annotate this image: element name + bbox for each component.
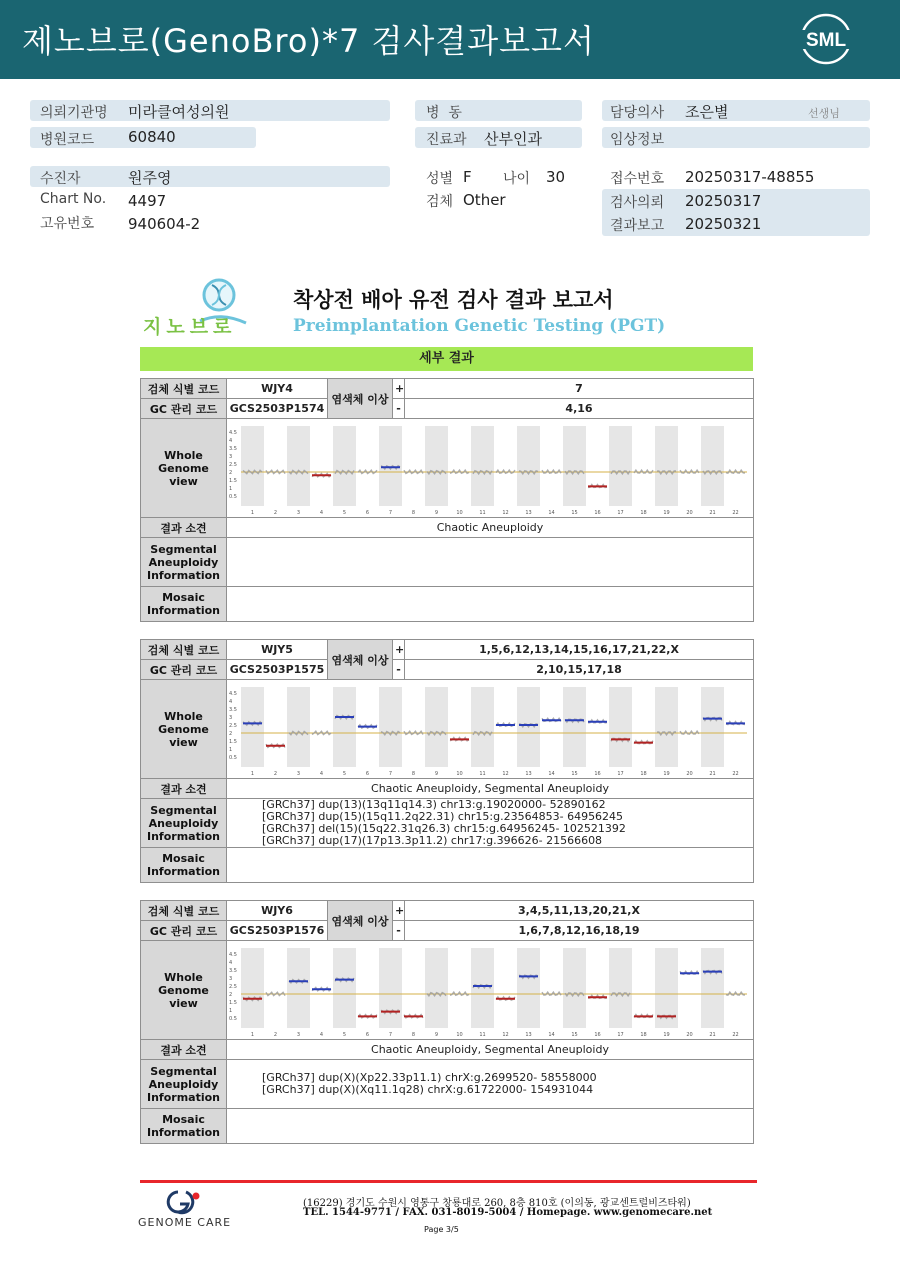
x-tick-label: 1 bbox=[250, 1031, 255, 1038]
whole-genome-view bbox=[227, 680, 754, 779]
segmental-entry: [GRCh37] dup(13)(13q11q14.3) chr13:g.19020000- 52890162 bbox=[262, 798, 606, 811]
gain-chromosomes: 1,5,6,12,13,14,15,16,17,21,22,X bbox=[405, 640, 754, 660]
report-date-label: 결과보고 bbox=[610, 218, 665, 234]
result-table bbox=[140, 639, 754, 883]
x-tick-label: 7 bbox=[388, 770, 393, 777]
mosaic-label: Mosaic Information bbox=[141, 1109, 227, 1144]
mosaic-info bbox=[227, 1109, 754, 1144]
loss-sign: - bbox=[393, 399, 405, 419]
x-tick-label: 11 bbox=[479, 1031, 486, 1038]
x-tick-label: 7 bbox=[388, 1031, 393, 1038]
result-finding-value: Chaotic Aneuploidy, Segmental Aneuploidy bbox=[227, 779, 754, 799]
gain-chromosomes: 7 bbox=[405, 379, 754, 399]
sex-value: F bbox=[463, 168, 472, 186]
x-tick-label: 5 bbox=[342, 509, 347, 516]
whole-genome-view bbox=[227, 419, 754, 518]
x-tick-label: 9 bbox=[434, 770, 439, 777]
segmental-info bbox=[227, 538, 754, 587]
segmental-label: Segmental Aneuploidy Information bbox=[141, 799, 227, 848]
y-tick-label: 1 bbox=[229, 746, 233, 753]
department-value: 산부인과 bbox=[484, 130, 542, 148]
x-tick-label: 16 bbox=[594, 1031, 601, 1038]
x-tick-label: 8 bbox=[411, 1031, 416, 1038]
doctor-value: 조은별 bbox=[685, 103, 729, 121]
sml-logo bbox=[794, 10, 858, 68]
chromosome-abnormality-label: 염색체 이상 bbox=[328, 901, 393, 941]
x-tick-label: 17 bbox=[617, 770, 624, 777]
y-tick-label: 3 bbox=[229, 453, 233, 460]
segmental-entry: [GRCh37] dup(15)(15q11.2q22.31) chr15:g.23564853- 64956245 bbox=[262, 810, 624, 823]
x-tick-label: 5 bbox=[342, 1031, 347, 1038]
segmental-entry: [GRCh37] dup(X)(Xp22.33p11.1) chrX:g.2699520- 58558000 bbox=[262, 1071, 597, 1084]
chromosome-band bbox=[425, 687, 448, 767]
x-tick-label: 1 bbox=[250, 509, 255, 516]
y-tick-label: 1 bbox=[229, 485, 233, 492]
x-tick-label: 12 bbox=[502, 770, 509, 777]
chromosome-abnormality-label: 염색체 이상 bbox=[328, 379, 393, 419]
y-tick-label: 4.5 bbox=[229, 951, 237, 958]
specimen-code-value: WJY4 bbox=[227, 379, 328, 399]
chromosome-band bbox=[379, 687, 402, 767]
y-tick-label: 2.5 bbox=[229, 722, 237, 729]
genome-plot bbox=[227, 420, 751, 517]
sml-logo-text: SML bbox=[805, 30, 847, 51]
chromosome-band bbox=[701, 687, 724, 767]
gain-sign: + bbox=[393, 379, 405, 399]
mosaic-info bbox=[227, 848, 754, 883]
chromosome-band bbox=[425, 426, 448, 506]
x-tick-label: 15 bbox=[571, 1031, 578, 1038]
gc-code-value: GCS2503P1575 bbox=[227, 660, 328, 680]
chromosome-band bbox=[701, 426, 724, 506]
chromosome-band bbox=[287, 948, 310, 1028]
x-tick-label: 21 bbox=[709, 1031, 716, 1038]
chromosome-band bbox=[333, 426, 356, 506]
x-tick-label: 17 bbox=[617, 1031, 624, 1038]
gc-code-value: GCS2503P1574 bbox=[227, 399, 328, 419]
x-tick-label: 2 bbox=[273, 770, 278, 777]
x-tick-label: 11 bbox=[479, 509, 486, 516]
genome-plot bbox=[227, 942, 751, 1039]
segmental-entry: [GRCh37] dup(X)(Xq11.1q28) chrX:g.61722000- 154931044 bbox=[262, 1083, 594, 1096]
x-tick-label: 7 bbox=[388, 509, 393, 516]
segmental-label: Segmental Aneuploidy Information bbox=[141, 1060, 227, 1109]
loss-sign: - bbox=[393, 921, 405, 941]
gain-sign: + bbox=[393, 640, 405, 660]
y-tick-label: 3.5 bbox=[229, 706, 237, 713]
x-tick-label: 13 bbox=[525, 770, 532, 777]
gain-sign: + bbox=[393, 901, 405, 921]
x-tick-label: 10 bbox=[456, 770, 463, 777]
x-tick-label: 12 bbox=[502, 1031, 509, 1038]
chromosome-band bbox=[563, 426, 586, 506]
chromosome-band bbox=[471, 687, 494, 767]
mosaic-label: Mosaic Information bbox=[141, 848, 227, 883]
report-title-korean: 착상전 배아 유전 검사 결과 보고서 bbox=[293, 288, 614, 312]
y-tick-label: 4 bbox=[229, 698, 233, 705]
report-date-value: 20250321 bbox=[685, 215, 762, 233]
y-tick-label: 4 bbox=[229, 959, 233, 966]
x-tick-label: 15 bbox=[571, 509, 578, 516]
ward-label: 병 동 bbox=[426, 105, 462, 121]
unique-no-label: 고유번호 bbox=[40, 216, 95, 232]
y-tick-label: 4.5 bbox=[229, 429, 237, 436]
x-tick-label: 4 bbox=[319, 509, 324, 516]
y-tick-label: 4.5 bbox=[229, 690, 237, 697]
x-tick-label: 6 bbox=[365, 509, 370, 516]
y-tick-label: 2 bbox=[229, 991, 233, 998]
institution-value: 미라클여성의원 bbox=[128, 103, 230, 121]
page-number: Page 3/5 bbox=[424, 1225, 459, 1234]
x-tick-label: 2 bbox=[273, 509, 278, 516]
loss-chromosomes: 4,16 bbox=[405, 399, 754, 419]
specimen-label: 검체 bbox=[426, 194, 454, 210]
chromosome-abnormality-label: 염색체 이상 bbox=[328, 640, 393, 680]
chromosome-band bbox=[609, 948, 632, 1028]
chromosome-band bbox=[241, 948, 264, 1028]
chromosome-band bbox=[471, 426, 494, 506]
genome-care-logo-icon bbox=[164, 1188, 202, 1216]
x-tick-label: 17 bbox=[617, 509, 624, 516]
segmental-entry: [GRCh37] dup(17)(17p13.3p11.2) chr17:g.396626- 21566608 bbox=[262, 834, 603, 847]
chromosome-band bbox=[241, 426, 264, 506]
hospital-code-label: 병원코드 bbox=[40, 132, 95, 148]
chromosome-band bbox=[655, 426, 678, 506]
x-tick-label: 20 bbox=[686, 770, 693, 777]
specimen-code-value: WJY6 bbox=[227, 901, 328, 921]
y-tick-label: 1.5 bbox=[229, 477, 237, 484]
segmental-info bbox=[227, 1060, 754, 1109]
x-tick-label: 19 bbox=[663, 509, 670, 516]
x-tick-label: 3 bbox=[296, 509, 301, 516]
x-tick-label: 4 bbox=[319, 770, 324, 777]
x-tick-label: 19 bbox=[663, 1031, 670, 1038]
request-date-value: 20250317 bbox=[685, 192, 762, 210]
loss-sign: - bbox=[393, 660, 405, 680]
specimen-code-label: 검체 식별 코드 bbox=[141, 640, 227, 660]
x-tick-label: 16 bbox=[594, 770, 601, 777]
chromosome-band bbox=[563, 948, 586, 1028]
detail-results-bar: 세부 결과 bbox=[140, 347, 753, 371]
x-tick-label: 6 bbox=[365, 1031, 370, 1038]
chromosome-band bbox=[517, 948, 540, 1028]
x-tick-label: 14 bbox=[548, 1031, 555, 1038]
result-finding-label: 결과 소견 bbox=[141, 779, 227, 799]
y-tick-label: 2 bbox=[229, 469, 233, 476]
x-tick-label: 2 bbox=[273, 1031, 278, 1038]
chromosome-band bbox=[655, 687, 678, 767]
report-title-english: Preimplantation Genetic Testing (PGT) bbox=[293, 316, 666, 336]
chromosome-trace bbox=[266, 470, 285, 473]
x-tick-label: 6 bbox=[365, 770, 370, 777]
chromosome-band bbox=[333, 687, 356, 767]
gc-code-label: GC 관리 코드 bbox=[141, 399, 227, 419]
loss-chromosomes: 1,6,7,8,12,16,18,19 bbox=[405, 921, 754, 941]
x-tick-label: 14 bbox=[548, 509, 555, 516]
y-tick-label: 2.5 bbox=[229, 983, 237, 990]
age-value: 30 bbox=[546, 168, 566, 186]
y-tick-label: 3.5 bbox=[229, 967, 237, 974]
footer-contact: TEL. 1544-9771 / FAX. 031-8019-5004 / Homepage. www.genomecare.net bbox=[303, 1207, 713, 1218]
x-tick-label: 1 bbox=[250, 770, 255, 777]
x-tick-label: 15 bbox=[571, 770, 578, 777]
y-tick-label: 3 bbox=[229, 714, 233, 721]
chromosome-band bbox=[609, 687, 632, 767]
x-tick-label: 18 bbox=[640, 770, 647, 777]
x-tick-label: 18 bbox=[640, 509, 647, 516]
segmental-label: Segmental Aneuploidy Information bbox=[141, 538, 227, 587]
chart-no-value: 4497 bbox=[128, 192, 167, 210]
request-date-label: 검사의뢰 bbox=[610, 195, 665, 211]
gc-code-label: GC 관리 코드 bbox=[141, 921, 227, 941]
whole-genome-label: Whole Genome view bbox=[141, 419, 227, 518]
genobro-logo-text: 지노브로 bbox=[143, 316, 237, 338]
x-tick-label: 5 bbox=[342, 770, 347, 777]
x-tick-label: 14 bbox=[548, 770, 555, 777]
sex-label: 성별 bbox=[426, 171, 454, 187]
x-tick-label: 8 bbox=[411, 509, 416, 516]
x-tick-label: 21 bbox=[709, 509, 716, 516]
whole-genome-label: Whole Genome view bbox=[141, 941, 227, 1040]
chromosome-band bbox=[379, 948, 402, 1028]
segmental-info bbox=[227, 799, 754, 848]
x-tick-label: 10 bbox=[456, 509, 463, 516]
patient-name-label: 수진자 bbox=[40, 171, 81, 187]
chromosome-band bbox=[517, 426, 540, 506]
loss-chromosomes: 2,10,15,17,18 bbox=[405, 660, 754, 680]
x-tick-label: 4 bbox=[319, 1031, 324, 1038]
y-tick-label: 1.5 bbox=[229, 999, 237, 1006]
chromosome-band bbox=[287, 687, 310, 767]
department-label: 진료과 bbox=[426, 132, 467, 148]
chromosome-band bbox=[425, 948, 448, 1028]
receipt-no-label: 접수번호 bbox=[610, 171, 665, 187]
y-tick-label: 3.5 bbox=[229, 445, 237, 452]
whole-genome-view bbox=[227, 941, 754, 1040]
chart-no-label: Chart No. bbox=[40, 191, 107, 207]
result-finding-label: 결과 소견 bbox=[141, 518, 227, 538]
x-tick-label: 3 bbox=[296, 770, 301, 777]
doctor-suffix: 선생님 bbox=[808, 107, 840, 120]
specimen-code-label: 검체 식별 코드 bbox=[141, 901, 227, 921]
mosaic-label: Mosaic Information bbox=[141, 587, 227, 622]
segmental-entry: [GRCh37] del(15)(15q22.31q26.3) chr15:g.64956245- 102521392 bbox=[262, 822, 626, 835]
institution-label: 의뢰기관명 bbox=[40, 105, 108, 121]
gain-chromosomes: 3,4,5,11,13,20,21,X bbox=[405, 901, 754, 921]
result-table bbox=[140, 900, 754, 1144]
y-tick-label: 3 bbox=[229, 975, 233, 982]
y-tick-label: 0.5 bbox=[229, 1015, 237, 1022]
x-tick-label: 8 bbox=[411, 770, 416, 777]
x-tick-label: 20 bbox=[686, 1031, 693, 1038]
report-title: 제노브로(GenoBro)*7 검사결과보고서 bbox=[22, 22, 595, 60]
patient-name-value: 원주영 bbox=[128, 169, 172, 187]
report-header bbox=[0, 0, 900, 79]
x-tick-label: 12 bbox=[502, 509, 509, 516]
chromosome-band bbox=[563, 687, 586, 767]
patient-name-row bbox=[30, 166, 390, 187]
x-tick-label: 19 bbox=[663, 770, 670, 777]
specimen-value: Other bbox=[463, 191, 506, 209]
receipt-no-value: 20250317-48855 bbox=[685, 168, 815, 186]
y-tick-label: 1.5 bbox=[229, 738, 237, 745]
x-tick-label: 9 bbox=[434, 1031, 439, 1038]
age-label: 나이 bbox=[503, 171, 531, 187]
y-tick-label: 0.5 bbox=[229, 754, 237, 761]
chromosome-band bbox=[241, 687, 264, 767]
x-tick-label: 13 bbox=[525, 1031, 532, 1038]
unique-no-value: 940604-2 bbox=[128, 215, 201, 233]
doctor-label: 담당의사 bbox=[610, 105, 665, 121]
clinical-info-label: 임상정보 bbox=[610, 132, 665, 148]
hospital-code-value: 60840 bbox=[128, 128, 176, 146]
x-tick-label: 22 bbox=[732, 509, 739, 516]
y-tick-label: 0.5 bbox=[229, 493, 237, 500]
genome-care-name: GENOME CARE bbox=[138, 1216, 232, 1229]
chromosome-band bbox=[287, 426, 310, 506]
x-tick-label: 20 bbox=[686, 509, 693, 516]
genome-plot bbox=[227, 681, 751, 778]
result-finding-value: Chaotic Aneuploidy bbox=[227, 518, 754, 538]
chromosome-band bbox=[333, 948, 356, 1028]
mosaic-info bbox=[227, 587, 754, 622]
y-tick-label: 1 bbox=[229, 1007, 233, 1014]
y-tick-label: 4 bbox=[229, 437, 233, 444]
x-tick-label: 21 bbox=[709, 770, 716, 777]
y-tick-label: 2.5 bbox=[229, 461, 237, 468]
result-table bbox=[140, 378, 754, 622]
chromosome-trace bbox=[266, 992, 285, 995]
specimen-code-label: 검체 식별 코드 bbox=[141, 379, 227, 399]
x-tick-label: 13 bbox=[525, 509, 532, 516]
x-tick-label: 10 bbox=[456, 1031, 463, 1038]
chromosome-band bbox=[701, 948, 724, 1028]
x-tick-label: 16 bbox=[594, 509, 601, 516]
x-tick-label: 22 bbox=[732, 1031, 739, 1038]
chromosome-band bbox=[609, 426, 632, 506]
result-finding-value: Chaotic Aneuploidy, Segmental Aneuploidy bbox=[227, 1040, 754, 1060]
gc-code-label: GC 관리 코드 bbox=[141, 660, 227, 680]
x-tick-label: 9 bbox=[434, 509, 439, 516]
x-tick-label: 11 bbox=[479, 770, 486, 777]
footer-divider bbox=[140, 1180, 757, 1183]
x-tick-label: 3 bbox=[296, 1031, 301, 1038]
gc-code-value: GCS2503P1576 bbox=[227, 921, 328, 941]
footer-address: (16229) 경기도 수원시 영통구 창룡대로 260, 8층 810호 (이의동, 광교센트럴비즈타워) bbox=[303, 1198, 691, 1209]
y-tick-label: 2 bbox=[229, 730, 233, 737]
specimen-code-value: WJY5 bbox=[227, 640, 328, 660]
x-tick-label: 22 bbox=[732, 770, 739, 777]
result-finding-label: 결과 소견 bbox=[141, 1040, 227, 1060]
x-tick-label: 18 bbox=[640, 1031, 647, 1038]
whole-genome-label: Whole Genome view bbox=[141, 680, 227, 779]
